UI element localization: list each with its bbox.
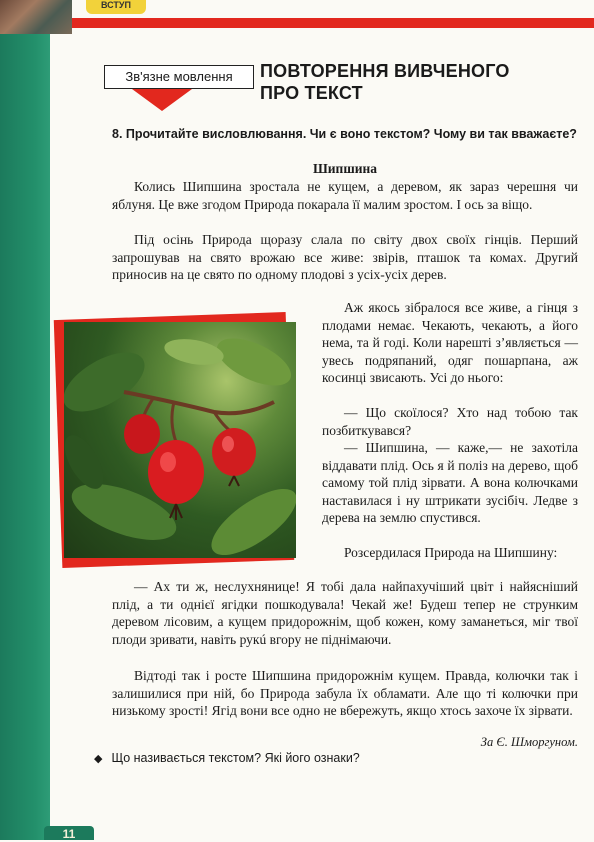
page-number: 11 (44, 826, 94, 840)
chapter-tab: ВСТУП (86, 0, 146, 14)
story-title: Шипшина (312, 161, 378, 176)
left-decorative-strip (0, 0, 50, 840)
section-label: Зв'язне мовлення (104, 65, 254, 89)
story-paragraph-1: Колись Шипшина зростала не кущем, а деревом, як зараз черешня чи яблуня. Це вже згодом Природа покарала її малим зростом. І ось за віщо. (112, 179, 578, 212)
story-paragraph-6: Розсердилася Природа на Шипшину: (344, 545, 558, 560)
story-paragraph-4: — Що скоїлося? Хто над тобою так позбиткувався? (322, 405, 578, 438)
rosehip-illustration (64, 322, 296, 558)
story-paragraph-8: Відтоді так і росте Шипшина придорожнім кущем. Правда, колючки так і залишилися при ній, бо Природа забула їх обламати. Але що ті колючки при низькому зрості! Ягід вони все одно не вбережуть, якщо хтось захоче їх зірвати. (112, 668, 578, 718)
review-question-text: Що називається текстом? Які його ознаки? (111, 751, 360, 765)
review-question (94, 751, 578, 765)
rosehip-photo (64, 322, 296, 558)
diamond-bullet-icon: ◆ (94, 753, 103, 765)
section-title (260, 60, 550, 104)
story-paragraph-3: Аж якось зібралося все живе, а гінця з плодами немає. Чекають, чекають, а його нема, та й годі. Коли нарешті з’являється — увесь подряпаний, одяг пошарпана, аж косинці звисають. Усі до нього: (322, 300, 578, 385)
author-credit: За Є. Шморгуном. (480, 735, 578, 749)
corner-photo (0, 0, 72, 34)
story-paragraph-2: Під осінь Природа щоразу слала по світу двох своїх гінців. Перший запрошував на свято врожаю все живе: звірів, пташок та комах. Другий приносив на це свято по одному плодові з усіх-усіх дерев. (112, 232, 578, 282)
top-red-bar (72, 18, 594, 28)
story-paragraph-5: — Шипшина, — каже,— не захотіла віддавати плід. Ось я й поліз на дерево, щоб самому той плід зірвати. А вона колючками наставилася і ну штрикати зусібіч. Ледве з дерева на землю спустився. (322, 440, 578, 525)
story-paragraph-7: — Ах ти ж, неслухнянице! Я тобі дала найпахучіший цвіт і найясніший плід, а ти однієї ягідки пошкодувала! Чекай же! Будеш тепер не струнким деревом лісовим, а кущем придорожнім, щоб кожен, кому заманеться, міг твої плоди зривати, навіть рукú вгору не піднімаючи. (112, 579, 578, 647)
section-marker (104, 63, 264, 115)
section-title-line1: ПОВТОРЕННЯ ВИВЧЕНОГО (260, 61, 510, 81)
exercise-prompt: 8. Прочитайте висловлювання. Чи є воно текстом? Чому ви так вважаєте? (112, 127, 577, 141)
section-title-line2: ПРО ТЕКСТ (260, 83, 363, 103)
section-triangle-icon (132, 89, 192, 111)
